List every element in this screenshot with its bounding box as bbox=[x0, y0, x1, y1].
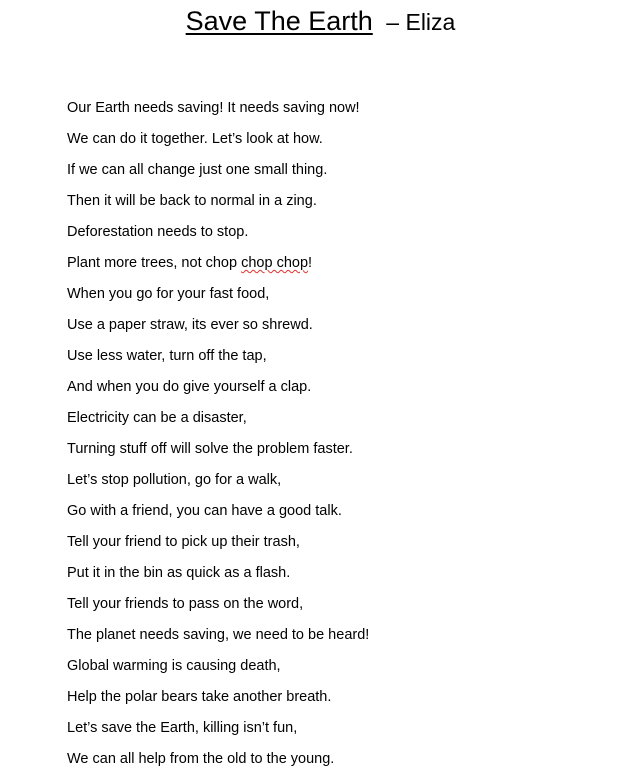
poem-line-18: The planet needs saving, we need to be heard! bbox=[67, 627, 370, 643]
poem-title: Save The Earth bbox=[185, 6, 373, 36]
poem-line-19: Global warming is causing death, bbox=[67, 658, 281, 674]
poem-line-7: When you go for your fast food, bbox=[67, 286, 270, 302]
poem-line-11: Electricity can be a disaster, bbox=[67, 410, 247, 426]
poem-line-1: Our Earth needs saving! It needs saving now! bbox=[67, 100, 360, 116]
poem-line-2: We can do it together. Let’s look at how. bbox=[67, 131, 323, 147]
poem-line-15: Tell your friend to pick up their trash, bbox=[67, 534, 300, 550]
poem-line-14: Go with a friend, you can have a good talk. bbox=[67, 503, 342, 519]
spellcheck-flagged-words[interactable]: chop chop bbox=[241, 255, 309, 271]
poem-line-6 bbox=[67, 252, 607, 283]
poem-line-20: Help the polar bears take another breath. bbox=[67, 689, 332, 705]
poem-line-22: We can all help from the old to the young. bbox=[67, 751, 335, 767]
poem-line-6-end: ! bbox=[308, 255, 313, 271]
poem-line-12: Turning stuff off will solve the problem faster. bbox=[67, 441, 353, 457]
poem-body bbox=[67, 97, 607, 779]
poem-byline bbox=[386, 9, 455, 35]
poem-line-8: Use a paper straw, its ever so shrewd. bbox=[67, 317, 313, 333]
poem-line-17: Tell your friends to pass on the word, bbox=[67, 596, 304, 612]
poem-line-5: Deforestation needs to stop. bbox=[67, 224, 249, 240]
poem-line-21: Let’s save the Earth, killing isn’t fun, bbox=[67, 720, 298, 736]
poem-line-4: Then it will be back to normal in a zing. bbox=[67, 193, 317, 209]
poem-line-9: Use less water, turn off the tap, bbox=[67, 348, 267, 364]
poem-line-3: If we can all change just one small thing. bbox=[67, 162, 328, 178]
poem-line-6-start: Plant more trees, not chop bbox=[67, 255, 242, 271]
poem-line-16: Put it in the bin as quick as a flash. bbox=[67, 565, 291, 581]
poem-line-13: Let’s stop pollution, go for a walk, bbox=[67, 472, 282, 488]
author-separator: – bbox=[386, 9, 400, 35]
poem-heading bbox=[0, 4, 641, 39]
poem-author: Eliza bbox=[405, 9, 456, 35]
poem-line-10: And when you do give yourself a clap. bbox=[67, 379, 312, 395]
